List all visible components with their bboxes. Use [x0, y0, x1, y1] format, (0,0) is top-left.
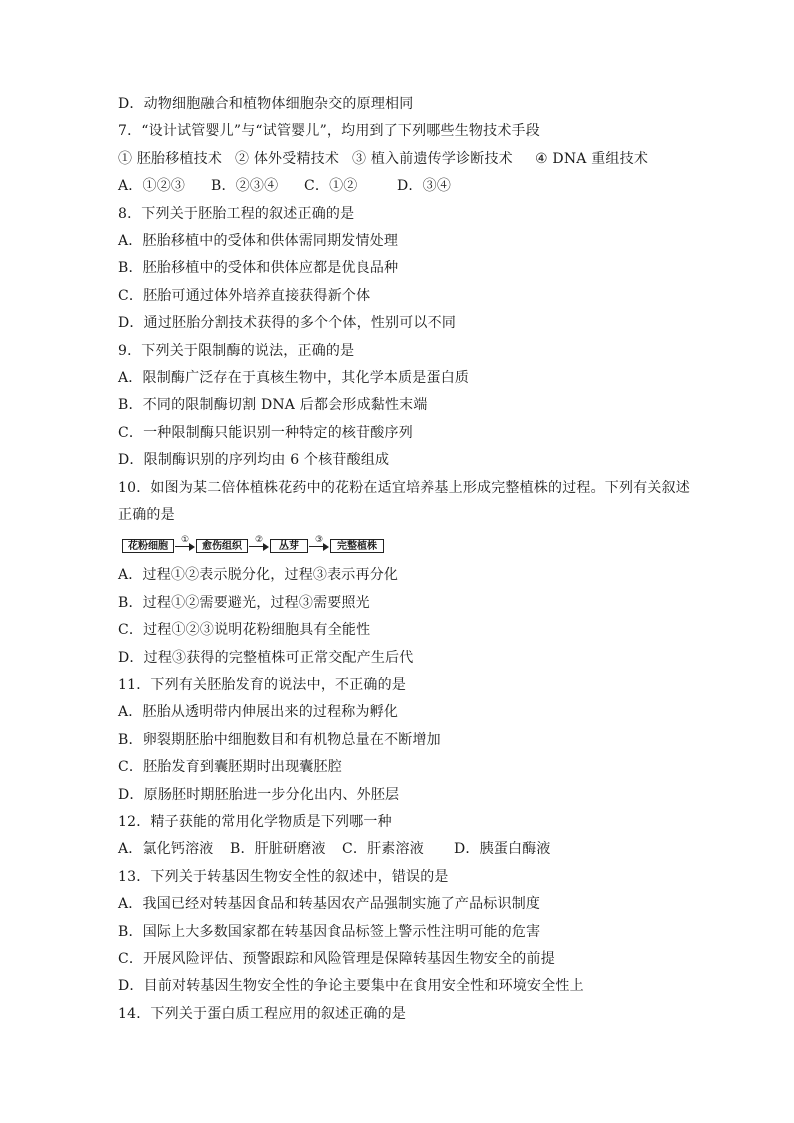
- flow-node-pollen-cell: 花粉细胞: [122, 539, 174, 553]
- q11-option-a: A．胚胎从透明带内伸展出来的过程称为孵化: [118, 704, 399, 720]
- q12-choice-d: D．胰蛋白酶液: [454, 841, 551, 857]
- arrow-right-icon: [263, 543, 269, 551]
- q8-option-d: D．通过胚胎分割技术获得的多个个体，性别可以不同: [118, 315, 457, 331]
- q13-option-c: C．开展风险评估、预警跟踪和风险管理是保障转基因生物安全的前提: [118, 951, 555, 967]
- q13-stem: 13．下列关于转基因生物安全性的叙述中，错误的是: [118, 869, 449, 885]
- flow-arrow-1: [175, 537, 195, 557]
- arrow-right-icon: [323, 543, 329, 551]
- flow-arrow-3: [309, 537, 329, 557]
- q7-choice-d: D．③④: [397, 178, 452, 194]
- q10-option-b: B．过程①②需要避光，过程③需要照光: [118, 595, 370, 611]
- q10-option-a: A．过程①②表示脱分化，过程③表示再分化: [118, 567, 399, 583]
- flow-arrow-2: [249, 537, 269, 557]
- q7-choice-a: A．①②③: [118, 178, 186, 194]
- q10-stem: 10．如图为某二倍体植株花药中的花粉在适宜培养基上形成完整植株的过程。下列有关叙述: [118, 480, 691, 496]
- flow-node-callus: 愈伤组织: [196, 539, 248, 553]
- q11-option-c: C．胚胎发育到囊胚期时出现囊胚腔: [118, 759, 342, 775]
- q9-stem: 9．下列关于限制酶的说法，正确的是: [118, 343, 355, 359]
- q9-option-b: B．不同的限制酶切割 DNA 后都会形成黏性末端: [118, 397, 428, 413]
- q6-option-d: D．动物细胞融合和植物体细胞杂交的原理相同: [118, 96, 414, 112]
- q13-option-b: B．国际上大多数国家都在转基因食品标签上警示性注明可能的危害: [118, 924, 541, 940]
- q12-choices: [118, 839, 676, 859]
- q7-technique-2: ② 体外受精技术: [235, 151, 340, 167]
- flow-step-2-label: ②: [254, 535, 264, 545]
- flow-node-whole-plant: 完整植株: [330, 539, 384, 553]
- q10-stem-cont: 正确的是: [118, 507, 175, 523]
- q10-option-d: D．过程③获得的完整植株可正常交配产生后代: [118, 650, 414, 666]
- flow-step-3-label: ③: [314, 535, 324, 545]
- q7-techniques: [118, 149, 676, 169]
- q7-stem: 7．“设计试管婴儿”与“试管婴儿”，均用到了下列哪些生物技术手段: [118, 123, 540, 139]
- q12-choice-a: A．氯化钙溶液: [118, 841, 214, 857]
- q8-option-c: C．胚胎可通过体外培养直接获得新个体: [118, 288, 371, 304]
- flow-step-1-label: ①: [180, 535, 190, 545]
- q13-option-a: A．我国已经对转基因食品和转基因农产品强制实施了产品标识制度: [118, 896, 541, 912]
- q9-option-c: C．一种限制酶只能识别一种特定的核苷酸序列: [118, 425, 413, 441]
- q13-option-d: D．目前对转基因生物安全性的争论主要集中在食用安全性和环境安全性上: [118, 978, 584, 994]
- q8-option-b: B．胚胎移植中的受体和供体应都是优良品种: [118, 260, 399, 276]
- q7-choice-c: C．①②: [304, 178, 358, 194]
- q8-stem: 8．下列关于胚胎工程的叙述正确的是: [118, 206, 355, 222]
- q9-option-a: A．限制酶广泛存在于真核生物中，其化学本质是蛋白质: [118, 370, 470, 386]
- q12-choice-b: B．肝脏研磨液: [230, 841, 326, 857]
- q8-option-a: A．胚胎移植中的受体和供体需同期发情处理: [118, 233, 399, 249]
- q7-technique-4: ④ DNA 重组技术: [535, 151, 649, 167]
- q14-stem: 14．下列关于蛋白质工程应用的叙述正确的是: [118, 1006, 407, 1022]
- q12-choice-c: C．肝素溶液: [342, 841, 424, 857]
- q10-flow-diagram: [118, 537, 418, 557]
- q7-choices: [118, 176, 676, 196]
- q10-option-c: C．过程①②③说明花粉细胞具有全能性: [118, 622, 371, 638]
- flow-node-shoots: 丛芽: [270, 539, 308, 553]
- q9-option-d: D．限制酶识别的序列均由 6 个核苷酸组成: [118, 452, 390, 468]
- q12-stem: 12．精子获能的常用化学物质是下列哪一种: [118, 814, 392, 830]
- q7-technique-1: ① 胚胎移植技术: [118, 151, 223, 167]
- q11-option-d: D．原肠胚时期胚胎进一步分化出内、外胚层: [118, 787, 400, 803]
- q11-option-b: B．卵裂期胚胎中细胞数目和有机物总量在不断增加: [118, 732, 441, 748]
- q7-choice-b: B．②③④: [211, 178, 279, 194]
- arrow-right-icon: [189, 543, 195, 551]
- q7-technique-3: ③ 植入前遗传学诊断技术: [352, 151, 513, 167]
- q11-stem: 11．下列有关胚胎发育的说法中，不正确的是: [118, 677, 407, 693]
